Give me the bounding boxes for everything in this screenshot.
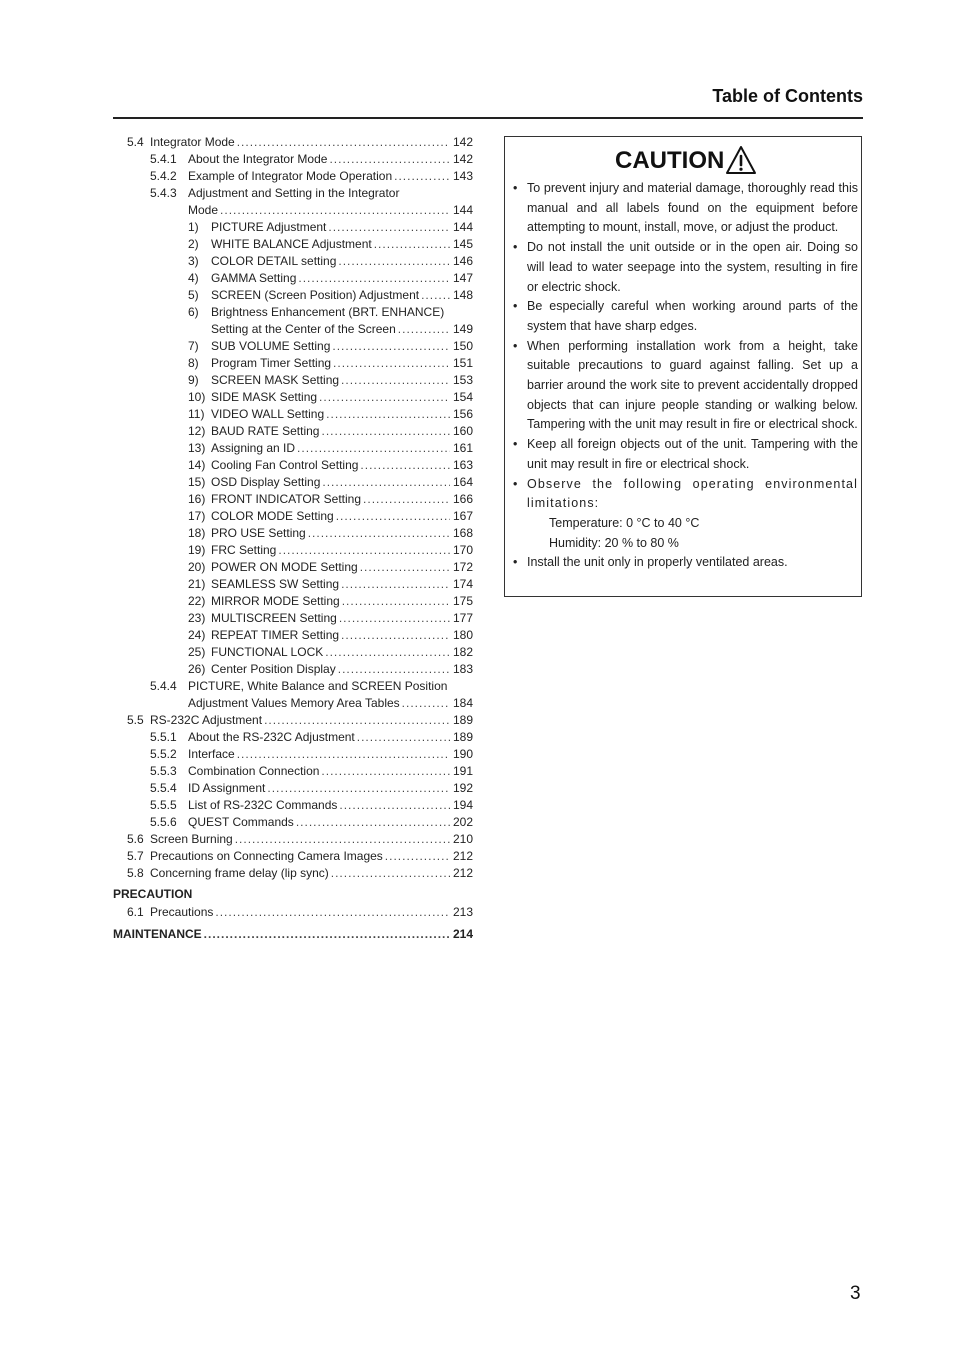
toc-title: PICTURE Adjustment xyxy=(211,220,327,234)
toc-number: 1) xyxy=(188,220,199,234)
caution-item-text: Do not install the unit outside or in the open air. Doing so will lead to water seepage into the system, resulting in fire or electric shock. xyxy=(527,240,858,294)
toc-leader-dots xyxy=(336,508,450,525)
toc-number: 15) xyxy=(188,475,206,489)
toc-title: Adjustment and Setting in the Integrator xyxy=(188,186,400,200)
toc-entry xyxy=(113,729,473,746)
toc-entry xyxy=(113,593,473,610)
toc-number: 22) xyxy=(188,594,206,608)
bullet: • xyxy=(513,299,518,314)
toc-entry xyxy=(113,185,473,202)
toc-entry xyxy=(113,865,473,882)
toc-number: 5.4.3 xyxy=(150,186,177,200)
toc-number: 9) xyxy=(188,373,199,387)
page-number: 3 xyxy=(850,1283,861,1304)
bullet: • xyxy=(513,338,518,353)
caution-item-text: To prevent injury and material damage, thoroughly read this manual and all labels found on the equipment before attempting to mount, install, move, or adjust the product. xyxy=(527,181,858,235)
toc-leader-dots xyxy=(298,270,450,287)
toc-page-number: 192 xyxy=(452,781,473,795)
caution-item-text: Keep all foreign objects out of the unit. Tampering with the unit may result in fire or electrical shock. xyxy=(527,437,858,471)
toc-page-number: 183 xyxy=(452,662,473,676)
toc-number: 5.4 xyxy=(127,135,144,149)
toc-entry xyxy=(113,423,473,440)
bullet: • xyxy=(513,240,518,255)
toc-entry xyxy=(113,661,473,678)
toc-leader-dots xyxy=(385,848,450,865)
toc-page-number: 182 xyxy=(452,645,473,659)
toc-number: 14) xyxy=(188,458,206,472)
toc-title: ID Assignment xyxy=(188,781,266,795)
toc-leader-dots xyxy=(342,593,450,610)
toc-page-number: 175 xyxy=(452,594,473,608)
toc-number: 5) xyxy=(188,288,199,302)
toc-page-number: 202 xyxy=(452,815,473,829)
toc-leader-dots xyxy=(421,287,450,304)
toc-leader-dots xyxy=(326,406,450,423)
warning-triangle-icon xyxy=(725,145,757,175)
toc-page-number: 163 xyxy=(452,458,473,472)
bullet: • xyxy=(513,555,518,570)
toc-title: BAUD RATE Setting xyxy=(211,424,320,438)
toc-page-number: 170 xyxy=(452,543,473,557)
caution-item xyxy=(513,553,858,573)
toc-title: Setting at the Center of the Screen xyxy=(211,322,396,336)
toc-title: MIRROR MODE Setting xyxy=(211,594,340,608)
toc-entry xyxy=(113,219,473,236)
bullet: • xyxy=(513,181,518,195)
toc-entry xyxy=(113,559,473,576)
toc-entry xyxy=(113,270,473,287)
toc-entry xyxy=(113,712,473,729)
toc-leader-dots xyxy=(267,780,450,797)
toc-leader-dots xyxy=(321,763,450,780)
toc-title: Precautions xyxy=(150,905,214,919)
toc-title: Program Timer Setting xyxy=(211,356,332,370)
toc-entry xyxy=(113,831,473,848)
toc-entry xyxy=(113,678,473,695)
toc-leader-dots xyxy=(237,134,450,151)
toc-title: COLOR MODE Setting xyxy=(211,509,334,523)
toc-page-number: 166 xyxy=(452,492,473,506)
page-header xyxy=(113,84,863,119)
toc-title: Screen Burning xyxy=(150,832,233,846)
toc-entry xyxy=(113,926,473,943)
toc-page-number: 156 xyxy=(452,407,473,421)
toc-leader-dots xyxy=(296,814,450,831)
toc-entry xyxy=(113,542,473,559)
toc-leader-dots xyxy=(308,525,450,542)
toc-entry xyxy=(113,848,473,865)
toc-page-number: 177 xyxy=(452,611,473,625)
toc-number: 5.5 xyxy=(127,713,144,727)
toc-title: Adjustment Values Memory Area Tables xyxy=(188,696,400,710)
toc-title: SUB VOLUME Setting xyxy=(211,339,331,353)
toc-number: 5.5.4 xyxy=(150,781,177,795)
toc-page-number: 212 xyxy=(452,866,473,880)
toc-page-number: 213 xyxy=(452,905,473,919)
toc-page-number: 144 xyxy=(452,220,473,234)
toc-entry xyxy=(113,763,473,780)
toc-leader-dots xyxy=(394,168,450,185)
toc-number: 5.5.1 xyxy=(150,730,177,744)
toc-leader-dots xyxy=(329,151,450,168)
toc-entry xyxy=(113,610,473,627)
toc-page-number: 149 xyxy=(452,322,473,336)
toc-entry xyxy=(113,338,473,355)
toc-number: 10) xyxy=(188,390,206,404)
toc-number: 6.1 xyxy=(127,905,144,919)
toc-number: 3) xyxy=(188,254,199,268)
toc-title: FUNCTIONAL LOCK xyxy=(211,645,324,659)
toc-number: 5.5.5 xyxy=(150,798,177,812)
toc-number: 8) xyxy=(188,356,199,370)
caution-item-text: Install the unit only in properly ventilated areas. xyxy=(527,555,788,570)
toc-entry xyxy=(113,236,473,253)
toc-title: REPEAT TIMER Setting xyxy=(211,628,340,642)
toc-leader-dots xyxy=(325,644,450,661)
toc-leader-dots xyxy=(328,219,450,236)
toc-leader-dots xyxy=(398,321,450,338)
toc-number: 26) xyxy=(188,662,206,676)
toc-entry xyxy=(113,134,473,151)
caution-title: CAUTION xyxy=(615,147,725,174)
toc-page-number: 143 xyxy=(452,169,473,183)
toc-leader-dots xyxy=(363,491,450,508)
toc-entry xyxy=(113,287,473,304)
caution-list xyxy=(513,179,858,573)
toc-entry xyxy=(113,202,473,219)
toc-leader-dots xyxy=(360,457,450,474)
toc-leader-dots xyxy=(204,926,450,943)
toc-leader-dots xyxy=(341,627,450,644)
toc-number: 11) xyxy=(188,407,205,421)
toc-number: 5.5.2 xyxy=(150,747,177,761)
toc-page-number: 146 xyxy=(452,254,473,268)
caution-item xyxy=(513,475,858,514)
caution-item xyxy=(513,297,858,336)
toc-page-number: 142 xyxy=(452,152,473,166)
toc-number: 2) xyxy=(188,237,199,251)
toc-entry xyxy=(113,780,473,797)
toc-number: 23) xyxy=(188,611,206,625)
humidity-limit: Humidity: 20 % to 80 % xyxy=(549,535,679,550)
toc-number: 5.5.3 xyxy=(150,764,177,778)
toc-leader-dots xyxy=(220,202,450,219)
toc-leader-dots xyxy=(321,423,449,440)
toc-leader-dots xyxy=(297,440,450,457)
toc-page-number: 214 xyxy=(452,927,473,941)
toc-number: 19) xyxy=(188,543,206,557)
toc-page-number: 168 xyxy=(452,526,473,540)
toc-leader-dots xyxy=(331,865,450,882)
toc-entry xyxy=(113,168,473,185)
toc-leader-dots xyxy=(338,253,450,270)
toc-page-number: 212 xyxy=(452,849,473,863)
page-title: Table of Contents xyxy=(712,86,863,106)
toc-leader-dots xyxy=(264,712,450,729)
toc-entry xyxy=(113,355,473,372)
toc-title: OSD Display Setting xyxy=(211,475,321,489)
toc-title: Example of Integrator Mode Operation xyxy=(188,169,393,183)
toc-number: 24) xyxy=(188,628,206,642)
toc-number: 18) xyxy=(188,526,206,540)
bullet: • xyxy=(513,476,519,491)
toc-title: RS-232C Adjustment xyxy=(150,713,263,727)
toc-page-number: 164 xyxy=(452,475,473,489)
toc-title: Interface xyxy=(188,747,235,761)
toc-title: SCREEN (Screen Position) Adjustment xyxy=(211,288,420,302)
toc-title: PRECAUTION xyxy=(113,887,193,901)
toc-entry xyxy=(113,474,473,491)
toc-entry xyxy=(113,406,473,423)
toc-entry xyxy=(113,627,473,644)
toc-leader-dots xyxy=(357,729,450,746)
toc-page-number: 189 xyxy=(452,713,473,727)
toc-title: SEAMLESS SW Setting xyxy=(211,577,340,591)
toc-entry xyxy=(113,814,473,831)
toc-entry xyxy=(113,525,473,542)
toc-title: SCREEN MASK Setting xyxy=(211,373,340,387)
toc-title: Combination Connection xyxy=(188,764,320,778)
toc-entry xyxy=(113,797,473,814)
toc-entry xyxy=(113,644,473,661)
toc-page-number: 180 xyxy=(452,628,473,642)
toc-title: PICTURE, White Balance and SCREEN Position xyxy=(188,679,448,693)
toc-title: Integrator Mode xyxy=(150,135,235,149)
toc-page-number: 142 xyxy=(452,135,473,149)
temperature-limit: Temperature: 0 °C to 40 °C xyxy=(549,515,700,530)
toc-page-number: 190 xyxy=(452,747,473,761)
toc-leader-dots xyxy=(235,831,450,848)
toc-entry xyxy=(113,372,473,389)
toc-title: MULTISCREEN Setting xyxy=(211,611,337,625)
toc-page-number: 191 xyxy=(452,764,473,778)
toc-entry xyxy=(113,151,473,168)
toc-title: FRC Setting xyxy=(211,543,277,557)
toc-title: COLOR DETAIL setting xyxy=(211,254,337,268)
toc-leader-dots xyxy=(278,542,450,559)
toc-leader-dots xyxy=(332,338,450,355)
toc-entry xyxy=(113,440,473,457)
toc-number: 16) xyxy=(188,492,206,506)
toc-page-number: 167 xyxy=(452,509,473,523)
toc-number: 5.4.1 xyxy=(150,152,177,166)
toc-title: FRONT INDICATOR Setting xyxy=(211,492,362,506)
caution-item xyxy=(513,179,858,238)
toc-number: 13) xyxy=(188,441,206,455)
toc-leader-dots xyxy=(319,389,450,406)
toc-entry xyxy=(113,253,473,270)
toc-page-number: 174 xyxy=(452,577,473,591)
toc-page-number: 148 xyxy=(452,288,473,302)
toc-number: 5.7 xyxy=(127,849,144,863)
toc-page-number: 151 xyxy=(452,356,473,370)
toc-number: 5.6 xyxy=(127,832,144,846)
toc-page-number: 194 xyxy=(452,798,473,812)
toc-number: 6) xyxy=(188,305,199,319)
toc-title: WHITE BALANCE Adjustment xyxy=(211,237,372,251)
toc-title: POWER ON MODE Setting xyxy=(211,560,358,574)
caution-item-text: Be especially careful when working around parts of the system that have sharp edges. xyxy=(527,299,858,333)
toc-entry xyxy=(113,508,473,525)
toc-page-number: 150 xyxy=(452,339,473,353)
toc-entry xyxy=(113,321,473,338)
toc-title: Assigning an ID xyxy=(211,441,296,455)
toc-page-number: 145 xyxy=(452,237,473,251)
caution-item xyxy=(513,238,858,297)
toc-number: 5.5.6 xyxy=(150,815,177,829)
toc-number: 20) xyxy=(188,560,206,574)
toc-number: 7) xyxy=(188,339,199,353)
toc-entry xyxy=(113,695,473,712)
toc-leader-dots xyxy=(402,695,450,712)
toc-number: 5.8 xyxy=(127,866,144,880)
toc-title: Mode xyxy=(188,203,219,217)
toc-leader-dots xyxy=(333,355,450,372)
toc-page-number: 184 xyxy=(452,696,473,710)
toc-page-number: 189 xyxy=(452,730,473,744)
toc-entry xyxy=(113,457,473,474)
caution-item-text: Observe the following operating environmental limitations: xyxy=(527,476,858,511)
bullet: • xyxy=(513,437,518,452)
toc-number: 4) xyxy=(188,271,199,285)
toc-leader-dots xyxy=(374,236,450,253)
caution-item-text: When performing installation work from a height, take suitable precautions to guard against falling. Set up a barrier around the work site to prevent accidentally dropped objects that can injure people standing or walking below. Tampering with the unit may result in fire or electrical shock. xyxy=(527,338,858,432)
toc-entry xyxy=(113,389,473,406)
toc-title: QUEST Commands xyxy=(188,815,294,829)
toc-title: Cooling Fan Control Setting xyxy=(211,458,359,472)
toc-leader-dots xyxy=(341,576,450,593)
toc-page-number: 172 xyxy=(452,560,473,574)
toc-leader-dots xyxy=(341,372,450,389)
toc-title: Concerning frame delay (lip sync) xyxy=(150,866,329,880)
toc-number: 5.4.2 xyxy=(150,169,177,183)
caution-item xyxy=(513,435,858,474)
toc-leader-dots xyxy=(215,904,450,921)
toc-title: About the Integrator Mode xyxy=(188,152,328,166)
toc-page-number: 153 xyxy=(452,373,473,387)
toc-number: 17) xyxy=(188,509,206,523)
toc-entry xyxy=(113,886,473,903)
caution-item xyxy=(513,337,858,436)
toc-leader-dots xyxy=(338,661,450,678)
toc-title: Precautions on Connecting Camera Images xyxy=(150,849,383,863)
toc-entry xyxy=(113,576,473,593)
toc-page-number: 210 xyxy=(452,832,473,846)
toc-number: 21) xyxy=(188,577,206,591)
caution-box xyxy=(504,136,862,597)
toc-page-number: 160 xyxy=(452,424,473,438)
toc-number: 12) xyxy=(188,424,206,438)
toc-title: VIDEO WALL Setting xyxy=(211,407,325,421)
toc-entry xyxy=(113,491,473,508)
toc-leader-dots xyxy=(360,559,450,576)
toc-title: Brightness Enhancement (BRT. ENHANCE) xyxy=(211,305,445,319)
toc-leader-dots xyxy=(339,610,450,627)
toc-leader-dots xyxy=(339,797,450,814)
toc-page-number: 147 xyxy=(452,271,473,285)
toc-title: SIDE MASK Setting xyxy=(211,390,318,404)
toc-title: MAINTENANCE xyxy=(113,927,202,941)
toc-page-number: 144 xyxy=(452,203,473,217)
toc-title: PRO USE Setting xyxy=(211,526,306,540)
toc-title: GAMMA Setting xyxy=(211,271,297,285)
toc-leader-dots xyxy=(237,746,450,763)
toc-entry xyxy=(113,746,473,763)
toc-leader-dots xyxy=(322,474,450,491)
toc-title: List of RS-232C Commands xyxy=(188,798,338,812)
toc-page-number: 161 xyxy=(452,441,473,455)
toc-number: 25) xyxy=(188,645,206,659)
toc-entry xyxy=(113,904,473,921)
toc-page-number: 154 xyxy=(452,390,473,404)
toc-number: 5.4.4 xyxy=(150,679,177,693)
toc-title: Center Position Display xyxy=(211,662,336,676)
toc-title: About the RS-232C Adjustment xyxy=(188,730,355,744)
toc-entry xyxy=(113,304,473,321)
